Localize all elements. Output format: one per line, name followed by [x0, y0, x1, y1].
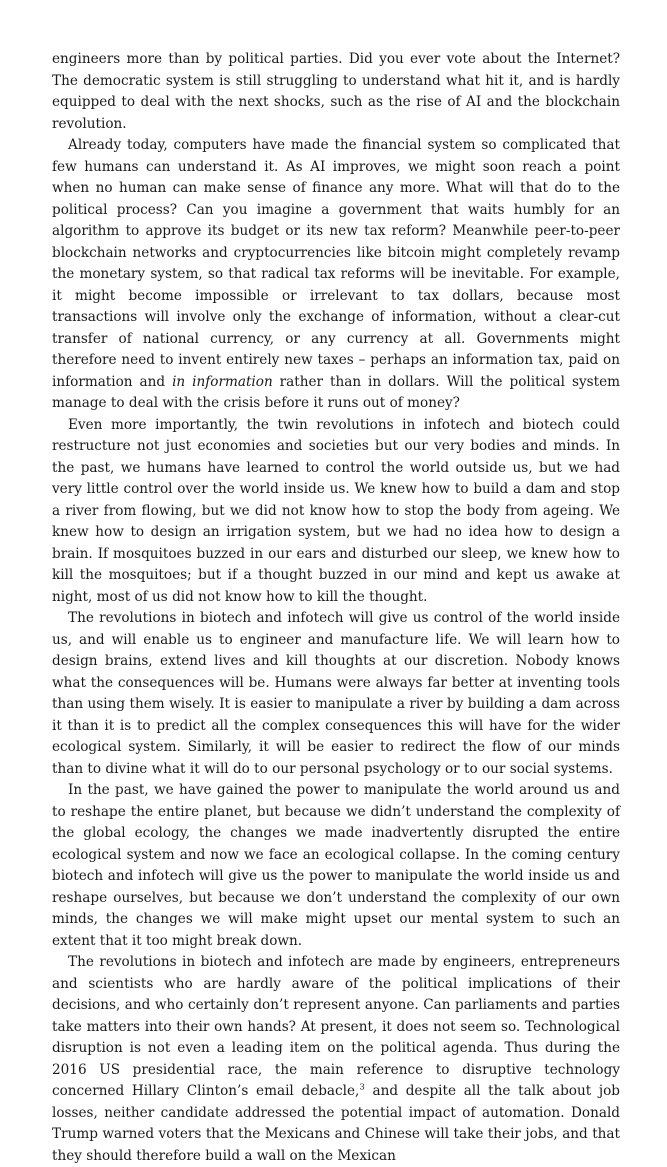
paragraph	[52, 608, 620, 780]
text-segment: Even more importantly, the twin revolutions in infotech and biotech could restructure not just economies and societies but our very bodies and minds. In the past, we humans have learned to control the world outside us, but we had very little control over the world inside us. We knew how to build a dam and stop a river from flowing, but we did not know how to stop the body from ageing. We knew how to design an irrigation system, but we had no idea how to design a brain. If mosquitoes buzzed in our ears and disturbed our sleep, we knew how to kill the mosquitoes; but if a thought buzzed in our mind and kept us awake at night, most of us did not know how to kill the thought.	[52, 416, 620, 605]
text-segment: engineers more than by political parties. Did you ever vote about the Internet? The democratic system is still struggling to understand what hit it, and is hardly equipped to deal with the next shocks, such as the rise of AI and the blockchain revolution.	[52, 51, 620, 132]
text-segment: Already today, computers have made the financial system so complicated that few humans can understand it. As AI improves, we might soon reach a point when no human can make sense of finance any more. What will that do to the political process? Can you imagine a government that waits humbly for an algorithm to approve its budget or its new tax reform? Meanwhile peer-to-peer blockchain networks and cryptocurrencies like bitcoin might completely revamp the monetary system, so that radical tax reforms will be inevitable. For example, it might become impossible or irrelevant to tax dollars, because most transactions will involve only the exchange of information, without a clear-cut transfer of national currency, or any currency at all. Governments might therefore need to invent entirely new taxes – perhaps an information tax, paid on information and	[52, 137, 620, 390]
text-segment: rather than in dollars. Will the political system manage to deal with the crisis before it runs out of money?	[52, 373, 621, 411]
paragraph	[52, 952, 620, 1167]
paragraph	[52, 780, 620, 952]
italic-phrase: in information	[172, 373, 273, 390]
paragraph	[52, 49, 620, 135]
paragraph	[52, 415, 620, 609]
text-segment: The revolutions in biotech and infotech are made by engineers, entrepreneurs and scientists who are hardly aware of the political implications of their decisions, and who certainly don’t represent anyone. Can parliaments and parties take matters into their own hands? At present, it does not seem so. Technological disruption is not even a leading item on the political agenda. Thus during the 2016 US presidential race, the main reference to disruptive technology concerned Hillary Clinton’s email debacle,	[52, 954, 620, 1099]
text-segment: and despite all the talk about job losses, neither candidate addressed the potential impact of automation. Donald Trump warned voters that the Mexicans and Chinese will take their jobs, and that they should therefore build a wall on the Mexican	[52, 1083, 620, 1164]
paragraph	[52, 135, 620, 415]
text-segment: In the past, we have gained the power to manipulate the world around us and to reshape the entire planet, but because we didn’t understand the complexity of the global ecology, the changes we made inadvertently disrupted the entire ecological system and now we face an ecological collapse. In the coming century biotech and infotech will give us the power to manipulate the world inside us and reshape ourselves, but because we don’t understand the complexity of our own minds, the changes we will make might upset our mental system to such an extent that it too might break down.	[52, 782, 620, 949]
footnote-marker[interactable]: 3	[359, 1082, 365, 1093]
document-page	[52, 49, 620, 1167]
text-segment: The revolutions in biotech and infotech will give us control of the world inside us, and will enable us to engineer and manufacture life. We will learn how to design brains, extend lives and kill thoughts at our discretion. Nobody knows what the consequences will be. Humans were always far better at inventing tools than using them wisely. It is easier to manipulate a river by building a dam across it than it is to predict all the complex consequences this will have for the wider ecological system. Similarly, it will be easier to redirect the flow of our minds than to divine what it will do to our personal psychology or to our social systems.	[52, 610, 620, 777]
